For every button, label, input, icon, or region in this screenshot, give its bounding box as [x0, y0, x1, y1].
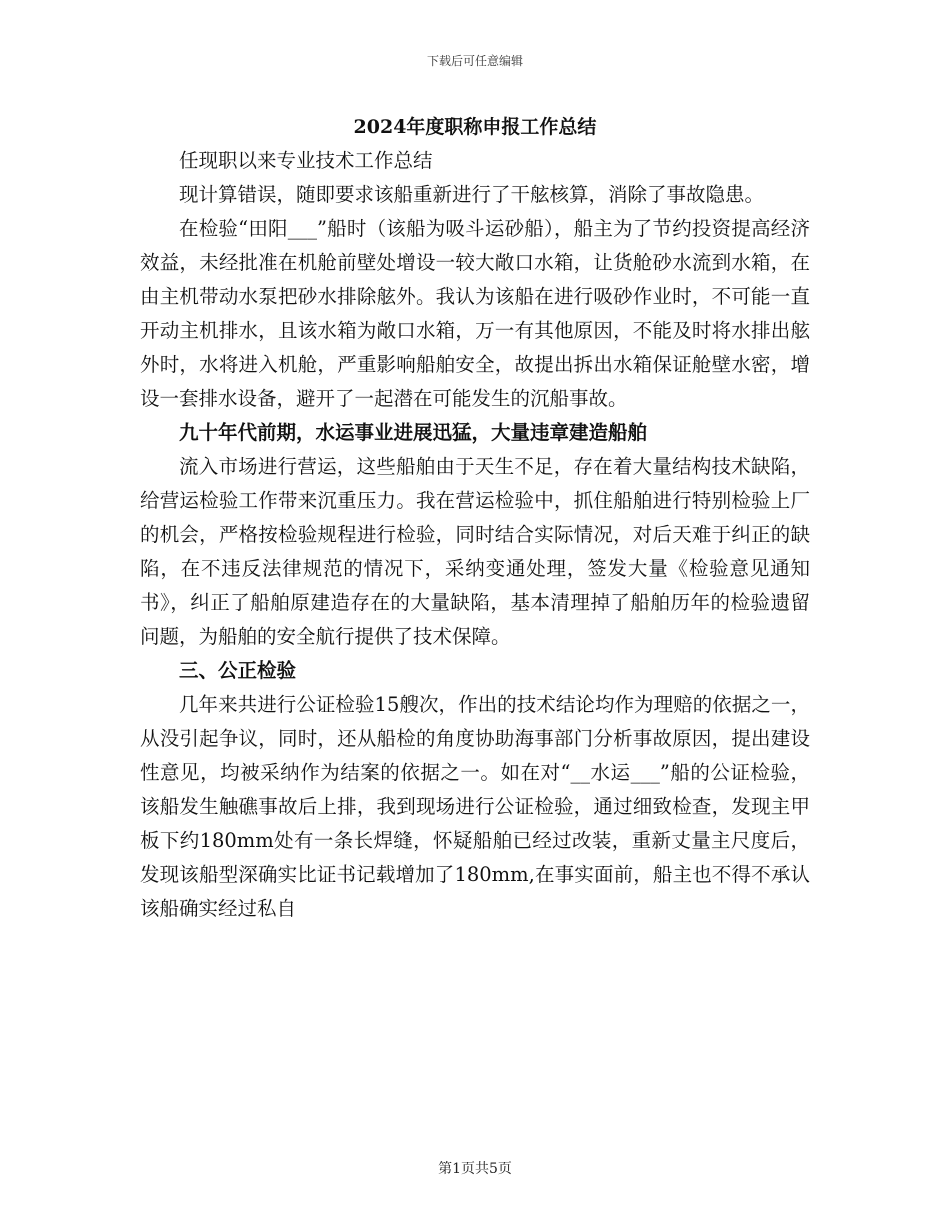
page-header: 下载后可任意编辑 [426, 54, 523, 68]
paragraph: 在检验“田阳___”船时（该船为吸斗运砂船），船主为了节约投资提高经济效益，未经批准在机舱前壁处增设一较大敞口水箱，让货舱砂水流到水箱，在由主机带动水泵把砂水排除舷外。我认为该船在进行吸砂作业时，不可能一直开动主机排水，且该水箱为敞口水箱，万一有其他原因，不能及时将水排出舷外时，水将进入机舱，严重影响船舶安全，故提出拆出水箱保证舱壁水密，增设一套排水设备，避开了一起潜在可能发生的沉船事故。 [140, 217, 810, 410]
paragraph: 几年来共进行公证检验15艘次，作出的技术结论均作为理赔的依据之一，从没引起争议，同时，还从船检的角度协助海事部门分析事故原因，提出建设性意见，均被采纳作为结案的依据之一。如在对“__水运___”船的公证检验，该船发生触礁事故后上排，我到现场进行公证检验，通过细致检查，发现主甲板下约180mm处有一条长焊缝，怀疑船舶已经过改装，重新丈量主尺度后，发现该船型深确实比证书记载增加了180mm,在事实面前，船主也不得不承认该船确实经过私自 [140, 693, 810, 920]
document-title: 2024年度职称申报工作总结 [353, 116, 597, 138]
section-heading: 九十年代前期，水运事业进展迅猛，大量违章建造船舶 [179, 421, 648, 444]
document-body [140, 110, 810, 926]
section-heading: 三、公正检验 [179, 659, 297, 682]
page-footer: 第1页共5页 [438, 1161, 512, 1177]
paragraph: 任现职以来专业技术工作总结 [179, 149, 433, 172]
paragraph: 流入市场进行营运，这些船舶由于天生不足，存在着大量结构技术缺陷，给营运检验工作带来沉重压力。我在营运检验中，抓住船舶进行特别检验上厂的机会，严格按检验规程进行检验，同时结合实际情况，对后天难于纠正的缺陷，在不违反法律规范的情况下，采纳变通处理，签发大量《检验意见通知书》，纠正了船舶原建造存在的大量缺陷，基本清理掉了船舶历年的检验遗留问题，为船舶的安全航行提供了技术保障。 [140, 455, 810, 648]
paragraph: 现计算错误，随即要求该船重新进行了干舷核算，消除了事故隐患。 [179, 183, 765, 206]
